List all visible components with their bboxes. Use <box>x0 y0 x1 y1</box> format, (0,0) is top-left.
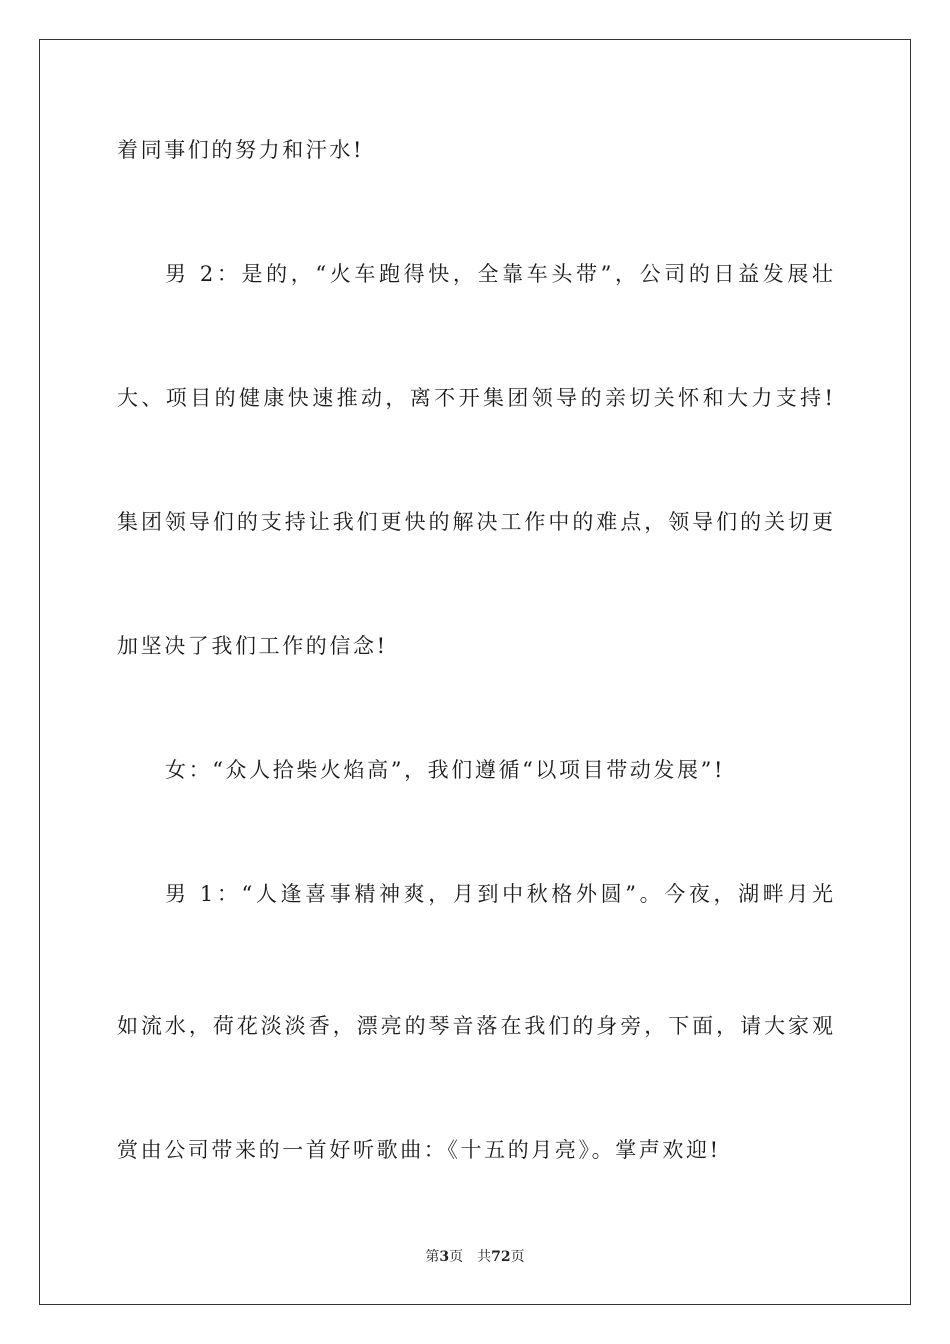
total-suffix: 页 <box>510 1249 525 1265</box>
page-border <box>39 39 911 1305</box>
body-line-4: 集团领导们的支持让我们更快的解决工作中的难点，领导们的关切更 <box>117 510 833 534</box>
body-line-5: 加坚决了我们工作的信念! <box>117 634 388 658</box>
body-line-7: 男 1：“人逢喜事精神爽，月到中秋格外圆”。今夜，湖畔月光 <box>165 882 833 906</box>
body-line-1: 着同事们的努力和汗水! <box>117 138 365 162</box>
page-footer <box>0 1248 950 1266</box>
body-line-9: 赏由公司带来的一首好听歌曲：《十五的月亮》。掌声欢迎! <box>117 1138 721 1162</box>
page-prefix: 第 <box>425 1249 440 1265</box>
page-suffix: 页 <box>449 1249 464 1265</box>
body-line-6: 女：“众人拾柴火焰高”，我们遵循“以项目带动发展”! <box>165 758 725 782</box>
body-line-3: 大、项目的健康快速推动，离不开集团领导的亲切关怀和大力支持! <box>117 386 833 410</box>
body-line-2: 男 2：是的，“火车跑得快，全靠车头带”，公司的日益发展壮 <box>165 262 833 286</box>
page-number: 3 <box>439 1249 450 1265</box>
total-prefix: 共 <box>477 1249 492 1265</box>
total-pages: 72 <box>491 1249 511 1265</box>
body-line-8: 如流水，荷花淡淡香，漂亮的琴音落在我们的身旁，下面，请大家观 <box>117 1014 833 1038</box>
